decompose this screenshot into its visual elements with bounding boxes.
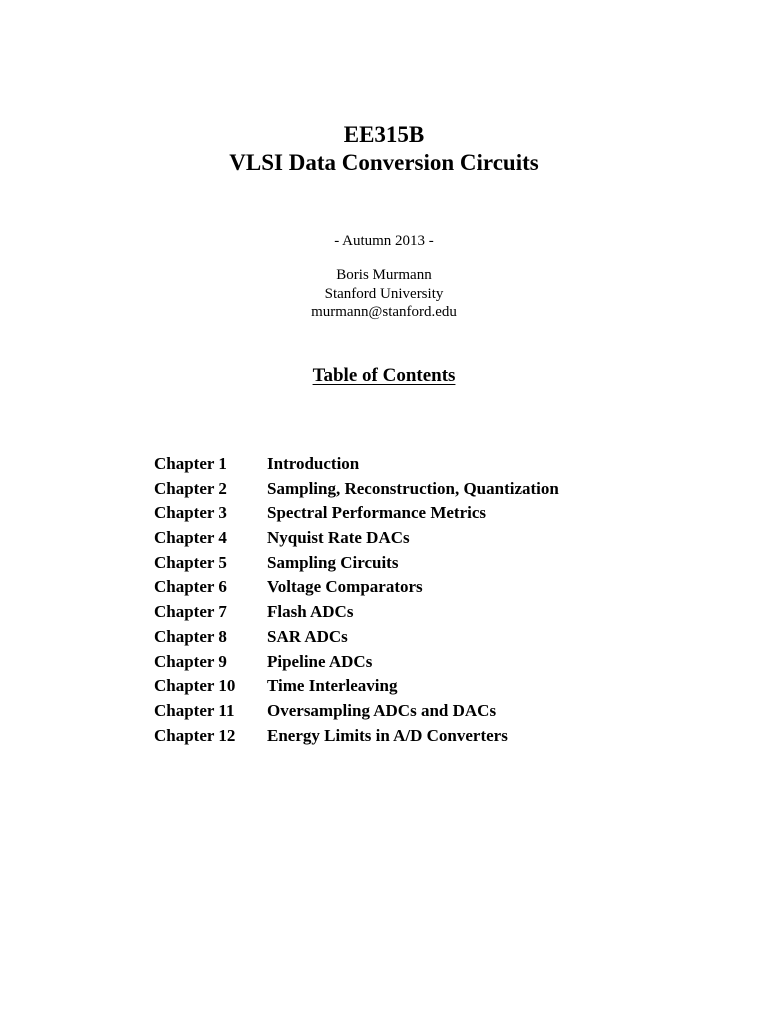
author-name: Boris Murmann (336, 267, 432, 283)
toc-entry (154, 477, 674, 502)
toc-entry (154, 724, 674, 749)
author-affiliation: Stanford University (324, 285, 444, 302)
toc-heading (0, 364, 768, 388)
toc-entry (154, 501, 674, 526)
toc-chapter-title: Pipeline ADCs (267, 651, 373, 671)
toc-chapter-title: Flash ADCs (267, 602, 354, 622)
course-code: EE315B (343, 122, 425, 147)
author-block (0, 266, 768, 322)
toc-entry (154, 699, 674, 724)
toc-entry (154, 575, 674, 600)
toc-chapter-label: Chapter 3 (154, 503, 227, 523)
toc-chapter-label: Chapter 7 (154, 602, 227, 622)
toc-entry (154, 674, 674, 699)
author-email: murmann@stanford.edu (311, 304, 457, 320)
toc-list (154, 452, 674, 748)
toc-chapter-title: Voltage Comparators (267, 577, 423, 597)
toc-chapter-label: Chapter 9 (154, 651, 227, 671)
toc-chapter-title: Introduction (267, 454, 360, 473)
toc-chapter-label: Chapter 1 (154, 454, 227, 473)
toc-chapter-title: Oversampling ADCs and DACs (267, 700, 497, 720)
term-label: - Autumn 2013 - (334, 233, 434, 249)
course-title: VLSI Data Conversion Circuits (229, 150, 539, 175)
toc-entry (154, 551, 674, 576)
toc-chapter-title: Nyquist Rate DACs (267, 528, 410, 548)
toc-entry (154, 526, 674, 551)
toc-chapter-label: Chapter 5 (154, 552, 227, 572)
toc-chapter-title: Time Interleaving (267, 676, 398, 696)
toc-chapter-title: SAR ADCs (267, 626, 348, 646)
toc-entry (154, 625, 674, 650)
toc-chapter-label: Chapter 4 (154, 528, 227, 548)
toc-chapter-title: Sampling, Reconstruction, Quantization (267, 478, 559, 498)
toc-chapter-title: Energy Limits in A/D Converters (267, 725, 508, 745)
toc-chapter-title: Sampling Circuits (267, 552, 399, 572)
toc-chapter-label: Chapter 12 (154, 725, 236, 745)
toc-chapter-title: Spectral Performance Metrics (267, 503, 486, 523)
toc-entry (154, 600, 674, 625)
toc-entry (154, 650, 674, 675)
toc-chapter-label: Chapter 2 (154, 478, 227, 498)
toc-chapter-label: Chapter 11 (154, 700, 235, 720)
toc-chapter-label: Chapter 10 (154, 676, 236, 696)
toc-chapter-label: Chapter 6 (154, 577, 227, 597)
toc-chapter-label: Chapter 8 (154, 626, 227, 646)
toc-heading-text: Table of Contents (312, 365, 456, 386)
toc-entry (154, 452, 674, 477)
